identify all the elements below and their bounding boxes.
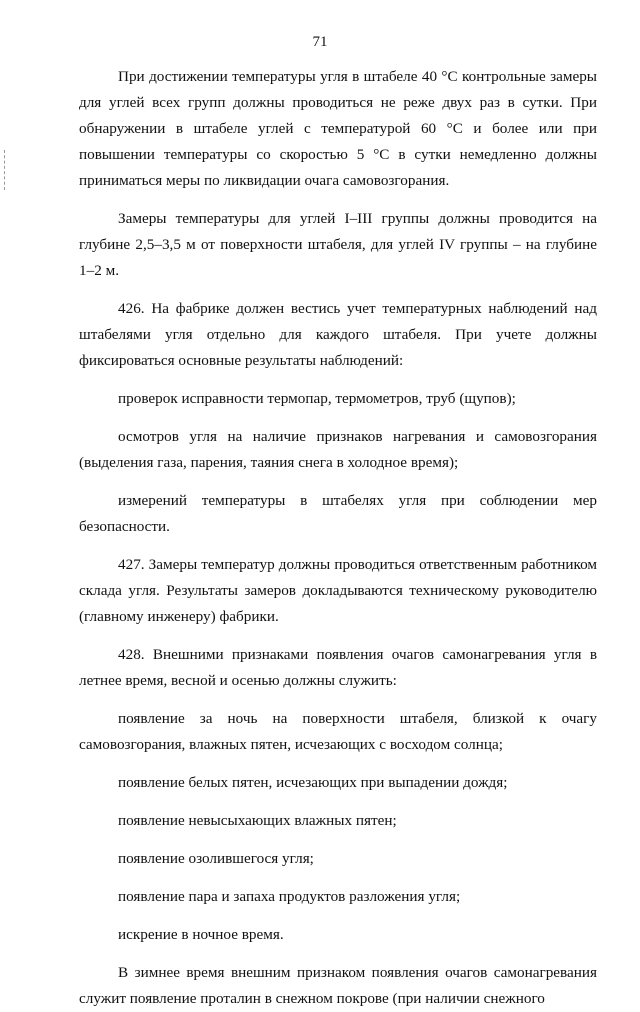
paragraph: При достижении температуры угля в штабеле 40 °С контрольные замеры для углей всех групп должны проводиться не реже двух раз в сутки. При обнаружении в штабеле углей с температурой 60 °С и более или при повышении температуры со скоростью 5 °С в сутки немедленно должны приниматься меры по ликвидации очага самовозгорания.	[79, 68, 597, 189]
list-item: появление за ночь на поверхности штабеля, близкой к очагу самовозгорания, влажных пятен, исчезающих с восходом солнца;	[79, 710, 597, 753]
list-item: искрение в ночное время.	[118, 926, 284, 943]
list-item: появление озолившегося угля;	[118, 850, 314, 867]
paragraph: В зимнее время внешним признаком появления очагов самонагревания служит появление проталин в снежном покрове (при наличии снежного	[79, 964, 597, 1007]
margin-scan-mark	[4, 150, 6, 190]
paragraph: 426. На фабрике должен вестись учет температурных наблюдений над штабелями угля отдельно для каждого штабеля. При учете должны фиксироваться основные результаты наблюдений:	[79, 300, 597, 369]
list-item: осмотров угля на наличие признаков нагревания и самовозгорания (выделения газа, парения, таяния снега в холодное время);	[79, 428, 597, 471]
list-item: появление белых пятен, исчезающих при выпадении дождя;	[118, 774, 508, 791]
paragraph: 427. Замеры температур должны проводиться ответственным работником склада угля. Результаты замеров докладываются техническому руководителю (главному инженеру) фабрики.	[79, 556, 597, 625]
body-text	[79, 64, 597, 1012]
paragraph: Замеры температуры для углей I–III группы должны проводится на глубине 2,5–3,5 м от поверхности штабеля, для углей IV группы – на глубине 1–2 м.	[79, 210, 597, 279]
paragraph: 428. Внешними признаками появления очагов самонагревания угля в летнее время, весной и осенью должны служить:	[79, 646, 597, 689]
list-item: измерений температуры в штабелях угля при соблюдении мер безопасности.	[79, 492, 597, 535]
list-item: появление невысыхающих влажных пятен;	[118, 812, 397, 829]
list-item: проверок исправности термопар, термометров, труб (щупов);	[118, 390, 516, 407]
page-number: 71	[312, 34, 328, 50]
list-item: появление пара и запаха продуктов разложения угля;	[118, 888, 461, 905]
